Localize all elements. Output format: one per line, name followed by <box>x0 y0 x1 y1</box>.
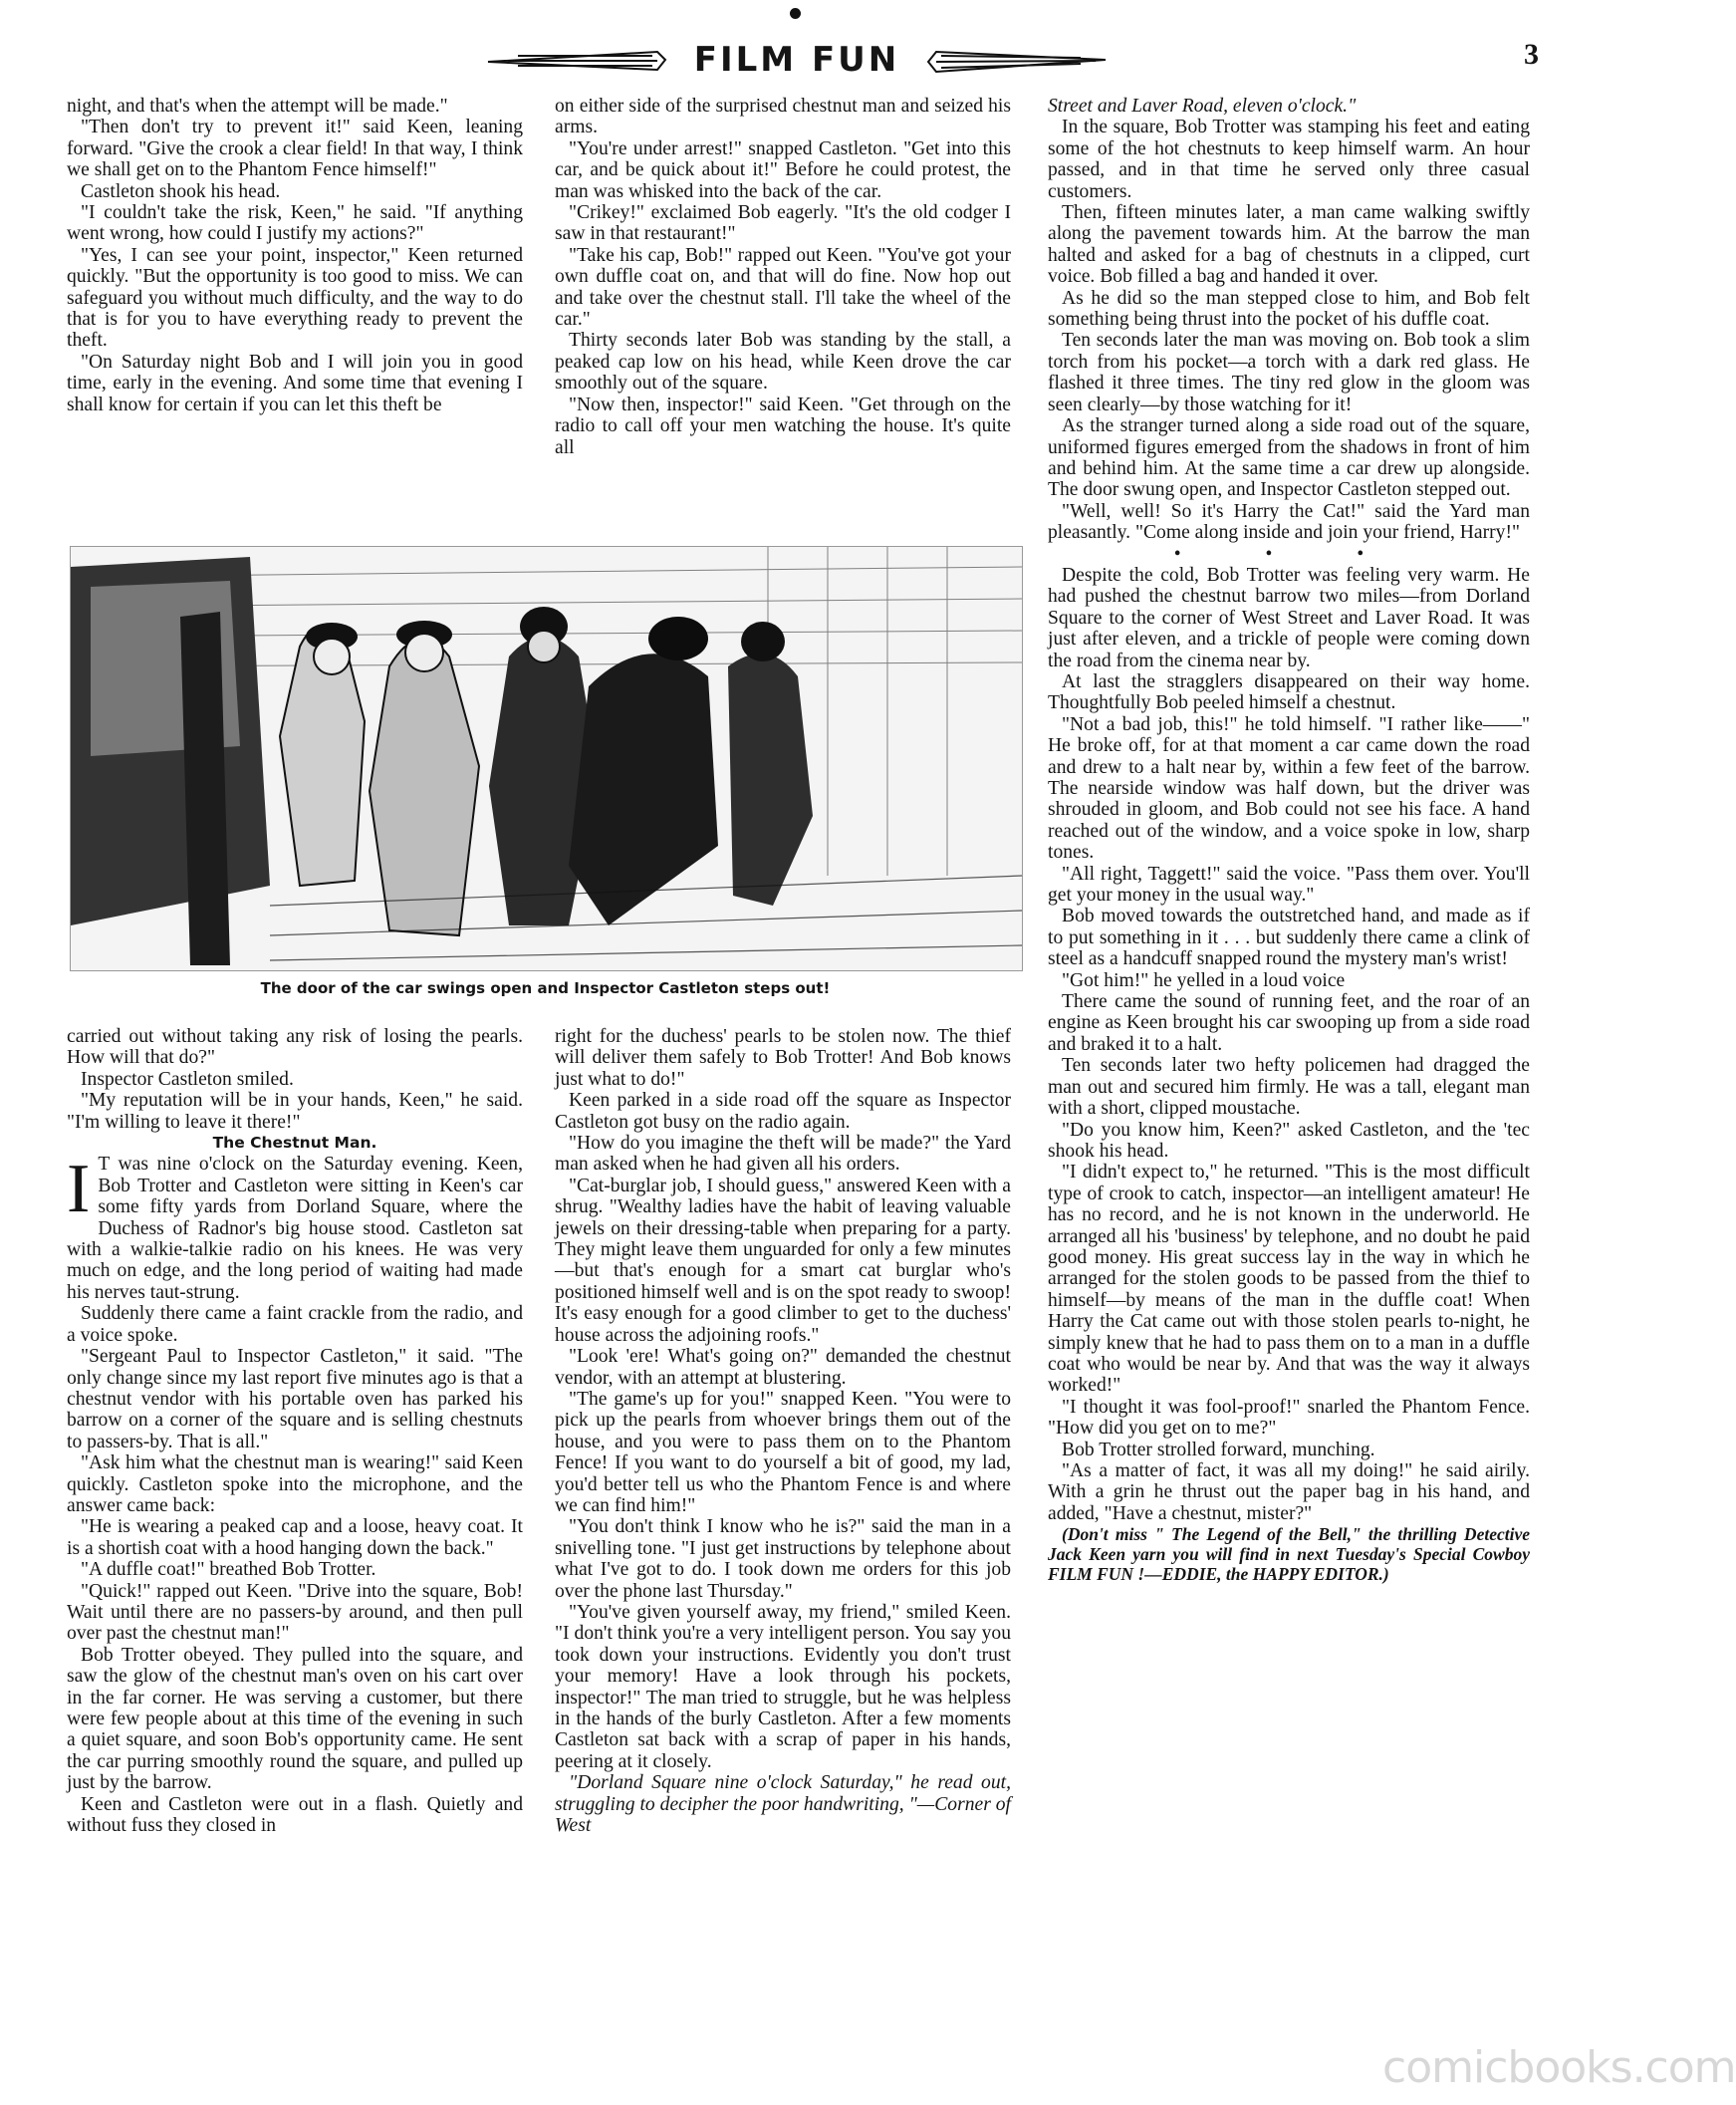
watermark: comicbooks.com <box>1382 2042 1736 2093</box>
section-separator: • • • <box>1173 543 1404 565</box>
column-1-top <box>67 96 523 415</box>
paragraph: "Not a bad job, this!" he told himself. "I rather like——" He broke off, for at that moment a car came down the road and drew to a halt near by, within a few feet of the barrow. The nearside window was half down, but the driver was shrouded in gloom, and Bob could not see his face. A hand reached out of the window, and a voice spoke in low, sharp tones. <box>1048 713 1530 864</box>
paragraph: "You've given yourself away, my friend," smiled Keen. "I don't think you're a very intelligent person. You say you took down your instructions. Evidently you don't trust your memory! Have a look through his pockets, inspector!" The man tried to struggle, but he was helpless in the hands of the burly Castleton. After a few moments Castleton sat back with a scrap of paper in his hands, peering at it closely. <box>555 1601 1011 1772</box>
story-illustration <box>70 546 1023 971</box>
paragraph: "Crikey!" exclaimed Bob eagerly. "It's the old codger I saw in that restaurant!" <box>555 202 1011 245</box>
paragraph: "He is wearing a peaked cap and a loose, heavy coat. It is a shortish coat with a hood hanging down the back." <box>67 1516 523 1559</box>
paragraph: "I couldn't take the risk, Keen," he said. "If anything went wrong, how could I justify my actions?" <box>67 202 523 245</box>
column-2-bottom <box>555 1026 1011 1836</box>
paragraph-text: T was nine o'clock on the Saturday evening. Keen, Bob Trotter and Castleton were sitting in Keen's car some fifty yards from Dorland Square, where the Duchess of Radnor's big house stood. Castleton sat with a walkie-talkie radio on his knees. He was very much on edge, and the long period of waiting had made his nerves taut-strung. <box>67 1154 523 1303</box>
paragraph: In the square, Bob Trotter was stamping his feet and eating some of the hot chestnuts to keep himself warm. An hour passed, and in that time he served only three casual customers. <box>1048 117 1530 202</box>
paragraph: "On Saturday night Bob and I will join you in good time, early in the evening. And some time that evening I shall know for certain if you can let this theft be <box>67 351 523 415</box>
paragraph: "I thought it was fool-proof!" snarled the Phantom Fence. "How did you get on to me?" <box>1048 1396 1530 1440</box>
paragraph: "Look 'ere! What's going on?" demanded the chestnut vendor, with an attempt at blustering. <box>555 1346 1011 1389</box>
paragraph: "Do you know him, Keen?" asked Castleton, and the 'tec shook his head. <box>1048 1119 1530 1162</box>
paragraph: "Quick!" rapped out Keen. "Drive into the square, Bob! Wait until there are no passers-by around, and then pull over past the chestnut man!" <box>67 1580 523 1645</box>
paragraph: Bob Trotter strolled forward, munching. <box>1062 1439 1375 1460</box>
editor-note: (Don't miss " The Legend of the Bell," the thrilling Detective Jack Keen yarn you will find in next Tuesday's Special Cowboy FILM FUN !—EDDIE, the HAPPY EDITOR.) <box>1048 1524 1530 1585</box>
drop-cap: I <box>67 1151 91 1228</box>
paragraph: "You're under arrest!" snapped Castleton. "Get into this car, and be quick about it!" Before he could protest, the man was whisked into the back of the car. <box>555 137 1011 202</box>
section-subheading: The Chestnut Man. <box>212 1134 377 1153</box>
paragraph: "Yes, I can see your point, inspector," Keen returned quickly. "But the opportunity is too good to miss. We can safeguard you without much difficulty, and the way to do that is for you to have everything ready to prevent the theft. <box>67 244 523 352</box>
paragraph: right for the duchess' pearls to be stolen now. The thief will deliver them safely to Bob Trotter! And Bob knows just what to do!" <box>555 1026 1011 1090</box>
column-2-top <box>555 96 1011 458</box>
paragraph: As the stranger turned along a side road out of the square, uniformed figures emerged from the shadows in front of him and behind him. At the same time a car drew up alongside. The door swung open, and Inspector Castleton stepped out. <box>1048 415 1530 501</box>
paragraph: "Then don't try to prevent it!" said Keen, leaning forward. "Give the crook a clear field! In that way, I think we shall get on to the Phantom Fence himself!" <box>67 117 523 181</box>
paragraph: "How do you imagine the theft will be made?" the Yard man asked when he had given all his orders. <box>555 1133 1011 1176</box>
paragraph: Suddenly there came a faint crackle from the radio, and a voice spoke. <box>67 1303 523 1346</box>
paragraph: Thirty seconds later Bob was standing by the stall, a peaked cap low on his head, while Keen drove the car smoothly out of the square. <box>555 330 1011 395</box>
paragraph: on either side of the surprised chestnut man and seized his arms. <box>555 96 1011 138</box>
paragraph: Keen parked in a side road off the square as Inspector Castleton got busy on the radio again. <box>555 1090 1011 1133</box>
paragraph: Bob moved towards the outstretched hand, and made as if to put something in it . . . but suddenly there came a clink of steel as a handcuff snapped round the mystery man's wrist! <box>1048 906 1530 970</box>
paragraph: "Ask him what the chestnut man is wearing!" said Keen quickly. Castleton spoke into the microphone, and the answer came back: <box>67 1452 523 1516</box>
page-dot <box>790 8 801 19</box>
paragraph: Castleton shook his head. <box>81 180 281 202</box>
paragraph: carried out without taking any risk of losing the pearls. How will that do?" <box>67 1026 523 1069</box>
paragraph: "All right, Taggett!" said the voice. "Pass them over. You'll get your money in the usual way." <box>1048 863 1530 907</box>
column-3 <box>1048 96 1530 1584</box>
paragraph: Bob Trotter obeyed. They pulled into the square, and saw the glow of the chestnut man's oven on his cart over in the far corner. He was serving a customer, but there were few people about at this time of the evening in such a quiet square, and soon Bob's opportunity came. He sent the car purring smoothly round the square, and pulled up just by the barrow. <box>67 1644 523 1794</box>
paragraph: "I didn't expect to," he returned. "This is the most difficult type of crook to catch, inspector—an intelligent amateur! He has no record, and he is not known in the underworld. He arranged all his 'business' by telephone, and no doubt he paid good money. His great success lay in the way in which he arranged for the stolen goods to be passed from the thief to himself—by means of the man in the duffle coat! When Harry the Cat came out with those stolen pearls to-night, he simply knew that he had to pass them on to a man in a duffle coat who would be near by. And that was the way it always worked!" <box>1048 1162 1530 1397</box>
paragraph: Then, fifteen minutes later, a man came walking swiftly along the pavement towards him. At the barrow the man halted and asked for a bag of chestnuts in a clipped, curt voice. Bob filled a bag and handed it over. <box>1048 202 1530 288</box>
paragraph: Keen and Castleton were out in a flash. Quietly and without fuss they closed in <box>67 1793 523 1837</box>
page-number: 3 <box>1524 38 1539 71</box>
paragraph: "Got him!" he yelled in a loud voice <box>1062 969 1346 991</box>
paragraph: "Take his cap, Bob!" rapped out Keen. "You've got your own duffle coat on, and that will do fine. Now hop out and take over the chestnut stall. I'll take the wheel of the car." <box>555 244 1011 331</box>
paragraph: As he did so the man stepped close to him, and Bob felt something being thrust into the pocket of his duffle coat. <box>1048 287 1530 331</box>
paragraph: "Sergeant Paul to Inspector Castleton," it said. "The only change since my last report five minutes ago is that a chestnut vendor with his portable oven has parked his barrow on a corner of the square and is selling chestnuts to passers-by. That is all." <box>67 1346 523 1452</box>
paragraph: Street and Laver Road, eleven o'clock." <box>1048 96 1357 117</box>
paragraph: "Cat-burglar job, I should guess," answered Keen with a shrug. "Wealthy ladies have the habit of leaving valuable jewels on their dressing-table when preparing for a party. They might leave them unguarded for only a few minutes—but that's enough for a smart cat burglar who's positioned himself well and is on the spot ready to swoop! It's easy enough for a good climber to get to the duchess' house across the adjoining roofs." <box>555 1175 1011 1346</box>
paragraph-with-dropcap <box>67 1151 523 1303</box>
paragraph: "A duffle coat!" breathed Bob Trotter. <box>81 1559 376 1581</box>
paragraph: "My reputation will be in your hands, Keen," he said. "I'm willing to leave it there!" <box>67 1090 523 1133</box>
paragraph: "You don't think I know who he is?" said the man in a snivelling tone. "I just get instructions by telephone about what I've got to do. I took down me orders for this job over the phone last Thursday." <box>555 1516 1011 1602</box>
paragraph: Despite the cold, Bob Trotter was feeling very warm. He had pushed the chestnut barrow two miles—from Dorland Square to the corner of West Street and Laver Road. It was just after eleven, and a trickle of people were coming down the road from the cinema near by. <box>1048 564 1530 671</box>
illustration-drawing <box>71 547 1022 970</box>
paragraph: "Dorland Square nine o'clock Saturday," he read out, struggling to decipher the poor handwriting, "—Corner of West <box>555 1772 1011 1837</box>
paragraph: Ten seconds later two hefty policemen had dragged the man out and secured him firmly. He was a tall, elegant man with a short, clipped moustache. <box>1048 1055 1530 1120</box>
paragraph: night, and that's when the attempt will be made." <box>67 96 448 117</box>
masthead-title: FILM FUN <box>693 40 900 80</box>
paragraph: "As a matter of fact, it was all my doing!" he said airily. With a grin he thrust out the paper bag in his hand, and added, "Have a chestnut, mister?" <box>1048 1460 1530 1524</box>
column-1-bottom <box>67 1026 523 1836</box>
paragraph: At last the stragglers disappeared on their way home. Thoughtfully Bob peeled himself a chestnut. <box>1048 670 1530 714</box>
paragraph: "The game's up for you!" snapped Keen. "You were to pick up the pearls from whoever brings them out of the house, and you were to pass them on to the Phantom Fence! If you want to do yourself a bit of good, my lad, you'd better tell us who the Phantom Fence is and where we can find him!" <box>555 1388 1011 1516</box>
paragraph: Ten seconds later the man was moving on. Bob took a slim torch from his pocket—a torch with a dark red glass. He flashed it three times. The tiny red glow in the gloom was seen clearly—by those watching for it! <box>1048 330 1530 415</box>
paragraph: "Now then, inspector!" said Keen. "Get through on the radio to call off your men watching the house. It's quite all <box>555 394 1011 458</box>
illustration-caption: The door of the car swings open and Inspector Castleton steps out! <box>260 979 831 997</box>
paragraph: "Well, well! So it's Harry the Cat!" said the Yard man pleasantly. "Come along inside and join your friend, Harry!" <box>1048 500 1530 544</box>
paragraph: There came the sound of running feet, and the roar of an engine as Keen brought his car swooping up from a side road and braked it to a halt. <box>1048 991 1530 1055</box>
paragraph: Inspector Castleton smiled. <box>81 1068 294 1090</box>
